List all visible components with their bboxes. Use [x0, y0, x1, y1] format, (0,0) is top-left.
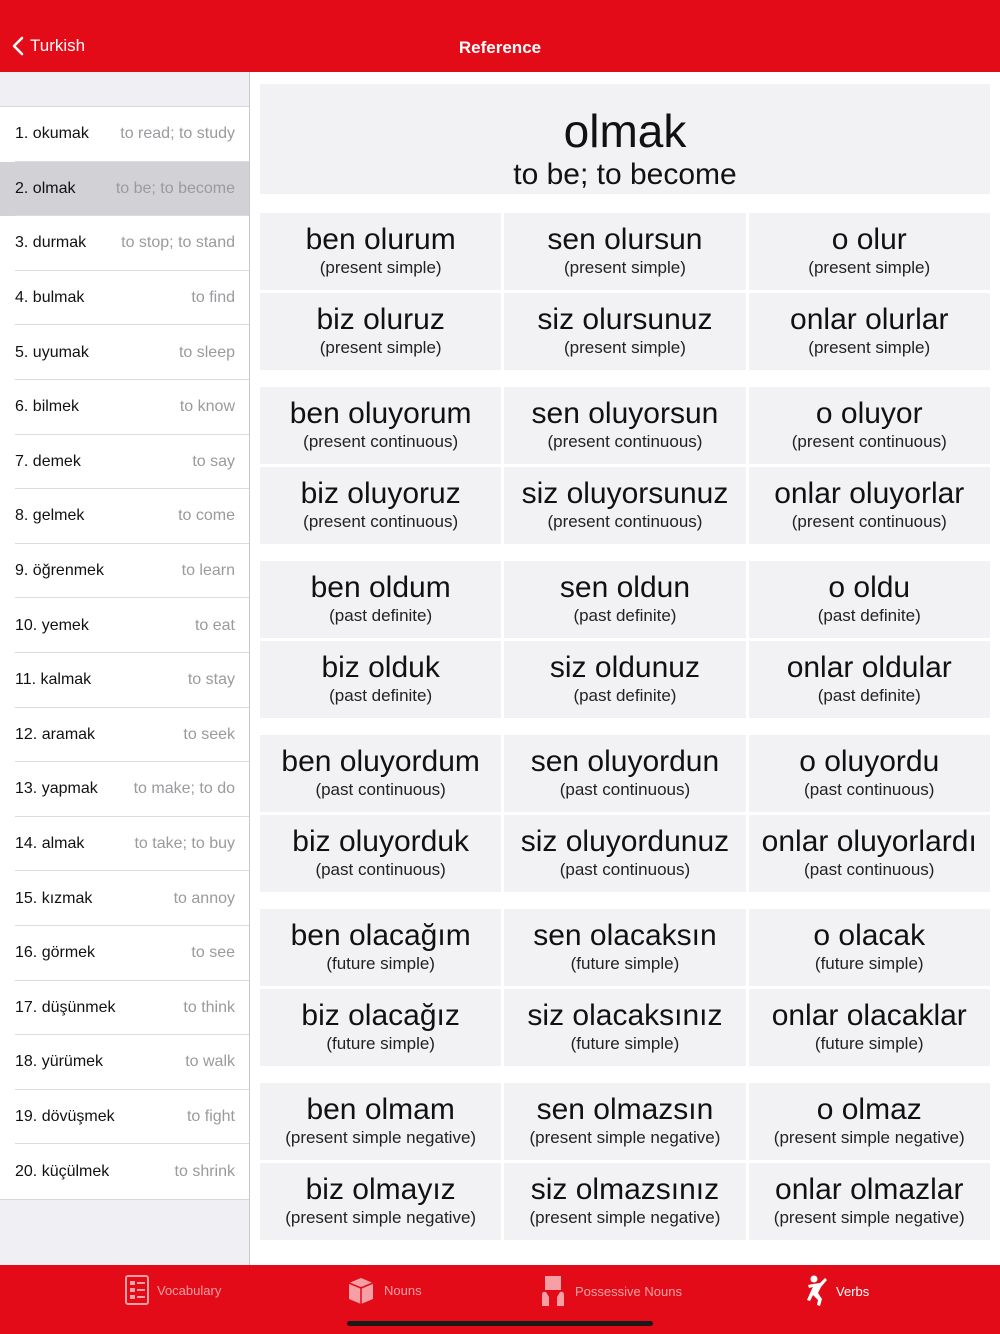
conjugation-cell	[504, 1163, 745, 1240]
verb-list-item[interactable]	[0, 598, 249, 653]
conjugation-cell	[504, 1083, 745, 1160]
home-indicator	[347, 1321, 653, 1326]
tense-label: (past continuous)	[804, 780, 935, 799]
verb-list-item[interactable]	[0, 271, 249, 326]
conjugation-cell	[504, 213, 745, 290]
verb-meaning: to know	[179, 398, 235, 416]
tense-label: (past continuous)	[315, 860, 446, 879]
verb-list-item[interactable]	[0, 871, 249, 926]
verbs-icon	[806, 1275, 828, 1307]
verb-list-item[interactable]	[0, 708, 249, 763]
verb-list-item[interactable]	[0, 325, 249, 380]
verb-meaning: to stop; to stand	[121, 234, 235, 252]
tense-label: (present continuous)	[791, 512, 947, 531]
verb-header-card	[260, 84, 990, 194]
conjugation-row	[260, 293, 990, 370]
verb-list-item[interactable]	[0, 435, 249, 490]
conjugation-cell	[749, 641, 990, 718]
tense-group	[260, 735, 990, 892]
conjugated-form: biz oluyoruz	[300, 477, 461, 510]
verb-name: 16. görmek	[15, 944, 96, 962]
verb-list-item[interactable]	[0, 762, 249, 817]
conjugated-form: biz olduk	[321, 651, 440, 684]
conjugation-cell	[749, 989, 990, 1066]
verb-name: 7. demek	[15, 452, 81, 470]
verb-meaning: to make; to do	[133, 780, 235, 798]
verb-meaning: to walk	[185, 1053, 235, 1071]
verb-name: 12. aramak	[15, 725, 96, 743]
conjugation-row	[260, 213, 990, 290]
back-label: Turkish	[30, 36, 86, 55]
verb-meaning: to sleep	[178, 343, 235, 361]
conjugated-form: o oluyordu	[799, 745, 940, 778]
verb-name: 15. kızmak	[15, 889, 93, 907]
verb-list-item[interactable]	[0, 981, 249, 1036]
verb-name: 2. olmak	[15, 179, 76, 197]
verb-list-item[interactable]	[0, 817, 249, 872]
conjugated-form: sen olmazsın	[536, 1093, 714, 1126]
conjugation-cell	[749, 909, 990, 986]
conjugated-form: siz olursunuz	[537, 303, 713, 336]
conjugated-form: onlar oluyorlar	[774, 477, 965, 510]
tab-label: Vocabulary	[157, 1282, 222, 1298]
conjugated-form: sen oluyorsun	[531, 397, 719, 430]
conjugated-form: biz oluyorduk	[292, 825, 470, 858]
conjugation-cell	[504, 909, 745, 986]
verb-meaning: to annoy	[173, 889, 235, 907]
verb-meaning: to read; to study	[120, 125, 235, 143]
conjugated-form: sen oldun	[559, 571, 690, 604]
tense-label: (present simple negative)	[773, 1128, 965, 1147]
conjugated-form: onlar olacaklar	[771, 999, 967, 1032]
tab-possessive-nouns[interactable]	[539, 1275, 682, 1307]
conjugated-form: onlar oldular	[786, 651, 952, 684]
verb-meaning: to eat	[194, 616, 235, 634]
verb-list-item[interactable]	[0, 380, 249, 435]
conjugation-cell	[504, 561, 745, 638]
tab-label: Verbs	[836, 1283, 870, 1299]
conjugation-cell	[749, 213, 990, 290]
conjugated-form: onlar olmazlar	[775, 1173, 964, 1206]
conjugation-cell	[260, 1163, 501, 1240]
verb-list-item[interactable]	[0, 162, 249, 217]
tense-label: (past definite)	[329, 606, 433, 625]
conjugation-cell	[260, 989, 501, 1066]
verb-meaning: to think	[183, 998, 235, 1016]
tense-label: (present simple)	[564, 258, 686, 277]
tense-label: (past definite)	[573, 606, 677, 625]
conjugation-cell	[749, 815, 990, 892]
conjugation-cell	[504, 735, 745, 812]
tense-label: (present continuous)	[303, 512, 459, 531]
verb-list-item[interactable]	[0, 926, 249, 981]
conjugated-form: siz olacaksınız	[527, 999, 723, 1032]
conjugation-row	[260, 1163, 990, 1240]
conjugation-cell	[260, 1083, 501, 1160]
tense-group	[260, 909, 990, 1066]
tense-label: (present simple negative)	[773, 1208, 965, 1227]
conjugated-form: onlar oluyorlardı	[761, 825, 977, 858]
tense-label: (present continuous)	[303, 432, 459, 451]
conjugated-form: ben oldum	[310, 571, 451, 604]
verb-title: olmak	[563, 105, 687, 157]
verb-name: 10. yemek	[15, 616, 89, 634]
conjugation-cell	[504, 293, 745, 370]
tense-label: (present simple)	[319, 338, 442, 357]
vocabulary-icon	[125, 1275, 149, 1305]
verb-meaning: to fight	[186, 1107, 235, 1125]
verb-name: 8. gelmek	[15, 507, 85, 525]
conjugation-table	[260, 213, 990, 1257]
verb-meaning: to be; to become	[115, 179, 235, 197]
conjugation-cell	[749, 467, 990, 544]
conjugation-cell	[749, 1163, 990, 1240]
verb-name: 5. uyumak	[15, 343, 89, 361]
verb-meaning: to say	[192, 452, 235, 470]
nouns-icon	[346, 1275, 376, 1305]
verb-name: 19. dövüşmek	[15, 1107, 115, 1125]
conjugated-form: siz oluyordunuz	[520, 825, 730, 858]
verb-meaning: to learn	[181, 562, 235, 580]
conjugated-form: o olmaz	[816, 1093, 922, 1126]
page-title: Reference	[458, 38, 542, 57]
conjugation-row	[260, 989, 990, 1066]
tense-group	[260, 561, 990, 718]
tense-label: (past definite)	[817, 606, 921, 625]
tense-label: (present simple)	[808, 338, 931, 357]
conjugated-form: ben olacağım	[290, 919, 471, 952]
tense-label: (past continuous)	[315, 780, 446, 799]
verb-meaning: to shrink	[174, 1162, 235, 1180]
conjugation-cell	[260, 387, 501, 464]
verb-list-item[interactable]	[0, 1144, 249, 1199]
conjugated-form: biz olacağız	[301, 999, 460, 1032]
verb-list	[0, 106, 249, 1200]
tense-label: (present simple)	[319, 258, 442, 277]
conjugation-cell	[260, 909, 501, 986]
tense-label: (present simple negative)	[529, 1208, 721, 1227]
conjugated-form: biz olmayız	[305, 1173, 456, 1206]
tab-label: Nouns	[384, 1282, 422, 1298]
tense-label: (future simple)	[326, 1034, 435, 1053]
conjugated-form: onlar olurlar	[790, 303, 949, 336]
conjugation-cell	[504, 815, 745, 892]
conjugation-cell	[260, 213, 501, 290]
tense-label: (present simple negative)	[285, 1208, 477, 1227]
conjugated-form: siz oluyorsunuz	[521, 477, 729, 510]
verb-name: 3. durmak	[15, 234, 87, 252]
conjugation-row	[260, 387, 990, 464]
tense-label: (present simple)	[564, 338, 686, 357]
conjugation-row	[260, 735, 990, 812]
verb-list-item[interactable]	[0, 1090, 249, 1145]
verb-meaning: to seek	[183, 725, 235, 743]
verb-name: 13. yapmak	[15, 780, 98, 798]
tense-group	[260, 387, 990, 544]
conjugated-form: o olacak	[813, 919, 926, 952]
conjugation-cell	[504, 467, 745, 544]
conjugation-cell	[260, 815, 501, 892]
tense-label: (present continuous)	[791, 432, 947, 451]
verb-name: 4. bulmak	[15, 289, 85, 307]
conjugation-cell	[504, 641, 745, 718]
conjugated-form: siz oldunuz	[549, 651, 700, 684]
verb-meaning: to see	[191, 944, 235, 962]
tense-label: (future simple)	[814, 1034, 924, 1053]
conjugation-row	[260, 641, 990, 718]
conjugated-form: ben oluyorum	[289, 397, 472, 430]
tense-label: (past definite)	[817, 686, 921, 705]
conjugation-cell	[260, 467, 501, 544]
tense-label: (present simple)	[808, 258, 931, 277]
conjugated-form: ben olurum	[305, 223, 456, 256]
tense-label: (past continuous)	[559, 780, 691, 799]
verb-name: 1. okumak	[15, 125, 89, 143]
tense-label: (present continuous)	[547, 432, 703, 451]
conjugation-row	[260, 561, 990, 638]
conjugation-cell	[749, 293, 990, 370]
verb-name: 14. almak	[15, 835, 85, 853]
verb-meaning: to take; to buy	[134, 835, 235, 853]
conjugated-form: biz oluruz	[316, 303, 445, 336]
verb-meaning: to stay	[187, 671, 235, 689]
tense-group	[260, 213, 990, 370]
tab-label: Possessive Nouns	[575, 1283, 682, 1299]
verb-meaning: to come	[178, 507, 235, 525]
conjugation-cell	[504, 387, 745, 464]
tense-label: (present simple negative)	[529, 1128, 721, 1147]
conjugation-cell	[504, 989, 745, 1066]
verb-name: 18. yürümek	[15, 1053, 104, 1071]
reference-content	[250, 72, 1000, 1265]
navigation-bar	[0, 0, 1000, 72]
conjugated-form: o olur	[831, 223, 907, 256]
conjugated-form: siz olmazsınız	[530, 1173, 720, 1206]
verb-name: 6. bilmek	[15, 398, 80, 416]
conjugated-form: sen olacaksın	[533, 919, 717, 952]
conjugated-form: ben olmam	[306, 1093, 455, 1126]
possessive-nouns-icon	[539, 1275, 567, 1307]
tense-label: (future simple)	[570, 954, 680, 973]
conjugation-row	[260, 1083, 990, 1160]
tense-label: (past definite)	[573, 686, 677, 705]
tab-nouns[interactable]	[346, 1275, 422, 1305]
conjugated-form: o oldu	[828, 571, 911, 604]
conjugation-row	[260, 467, 990, 544]
verb-gloss: to be; to become	[513, 158, 737, 191]
conjugation-cell	[749, 735, 990, 812]
tense-label: (future simple)	[326, 954, 435, 973]
tense-label: (past continuous)	[559, 860, 691, 879]
conjugation-cell	[749, 387, 990, 464]
verb-name: 17. düşünmek	[15, 998, 116, 1016]
tense-label: (future simple)	[814, 954, 924, 973]
conjugation-cell	[260, 641, 501, 718]
verb-list-item[interactable]	[0, 107, 249, 162]
conjugated-form: sen oluyordun	[530, 745, 720, 778]
conjugation-row	[260, 909, 990, 986]
verb-list-item[interactable]	[0, 653, 249, 708]
tense-label: (future simple)	[570, 1034, 680, 1053]
tense-group	[260, 1083, 990, 1240]
conjugation-cell	[749, 561, 990, 638]
verb-name: 11. kalmak	[15, 671, 92, 689]
tense-label: (past definite)	[329, 686, 433, 705]
conjugated-form: sen olursun	[547, 223, 703, 256]
conjugation-cell	[260, 561, 501, 638]
conjugated-form: ben oluyordum	[281, 745, 480, 778]
verb-sidebar	[0, 72, 250, 1265]
verb-name: 20. küçülmek	[15, 1162, 110, 1180]
conjugation-row	[260, 815, 990, 892]
tense-label: (present simple negative)	[285, 1128, 477, 1147]
tab-verbs[interactable]	[806, 1275, 869, 1307]
verb-list-item[interactable]	[0, 489, 249, 544]
verb-list-item[interactable]	[0, 1035, 249, 1090]
conjugation-cell	[749, 1083, 990, 1160]
conjugation-cell	[260, 735, 501, 812]
verb-meaning: to find	[191, 289, 235, 307]
conjugated-form: o oluyor	[815, 397, 923, 430]
tense-label: (present continuous)	[547, 512, 703, 531]
verb-name: 9. öğrenmek	[15, 562, 104, 580]
tense-label: (past continuous)	[804, 860, 935, 879]
tab-vocabulary[interactable]	[125, 1275, 221, 1305]
verb-list-item[interactable]	[0, 216, 249, 271]
conjugation-cell	[260, 293, 501, 370]
verb-list-item[interactable]	[0, 544, 249, 599]
